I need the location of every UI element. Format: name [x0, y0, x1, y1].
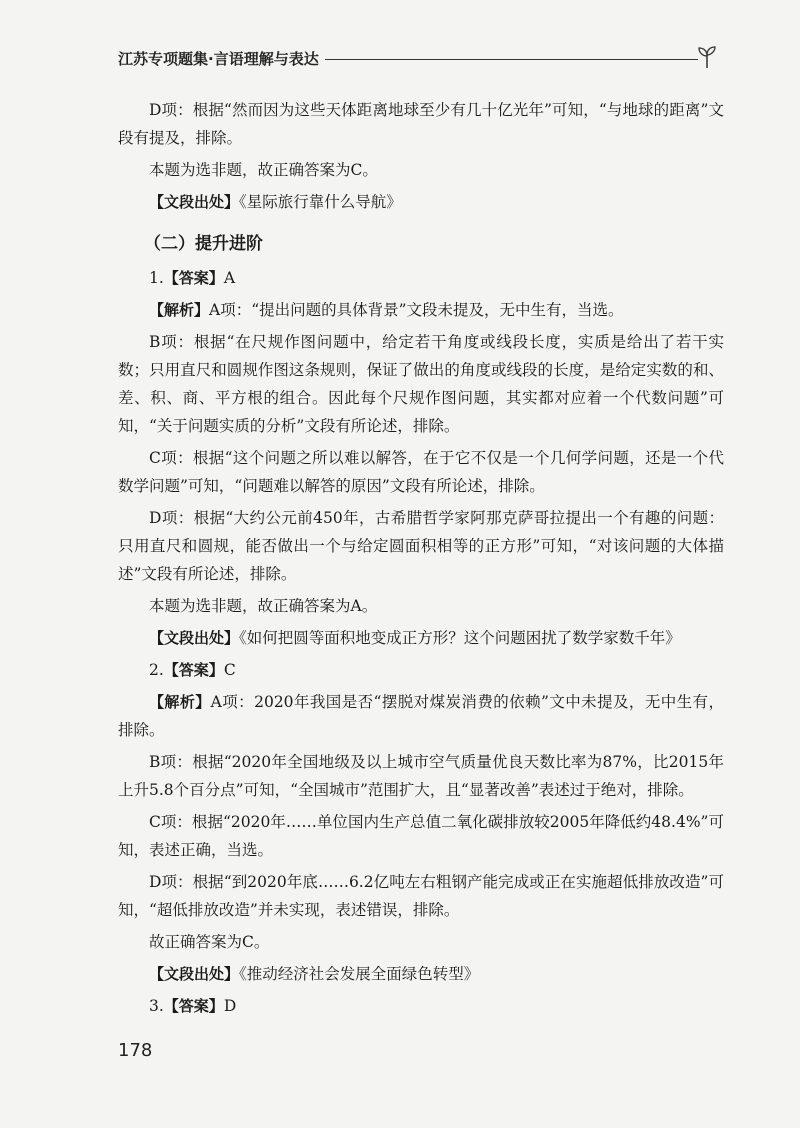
- paragraph: [118, 328, 724, 440]
- paragraph-text: 本题为选非题，故正确答案为A。: [149, 597, 378, 615]
- label-tag: 【解析】: [149, 693, 211, 711]
- paragraph: [118, 808, 724, 864]
- label-tag: 【文段出处】: [149, 193, 240, 211]
- paragraph-text: 本题为选非题，故正确答案为C。: [149, 161, 378, 179]
- page-number: 178: [118, 1040, 153, 1061]
- label-tag: 【答案】: [163, 661, 224, 679]
- paragraph-text: 《星际旅行靠什么导航》: [239, 193, 402, 211]
- label-tag: 【答案】: [163, 997, 224, 1015]
- paragraph: [118, 748, 724, 804]
- section-heading: （二）提升进阶: [144, 234, 263, 254]
- paragraph: [118, 592, 724, 620]
- question-answer-line: [118, 264, 724, 292]
- paragraph: [118, 928, 724, 956]
- paragraph-text: B项：根据“2020年全国地级及以上城市空气质量优良天数比率为87%，比2015年上升5.8个百分点”可知，“全国城市”范围扩大，且“显著改善”表述过于绝对，排除。: [118, 753, 724, 799]
- label-tag: 【文段出处】: [149, 629, 240, 647]
- paragraph: [118, 624, 724, 652]
- paragraph: [118, 688, 724, 744]
- paragraph-text: B项：根据“在尺规作图问题中，给定若干角度或线段长度，实质是给出了若干实数；只用直尺和圆规作图这条规则，保证了做出的角度或线段的长度，是给定实数的和、差、积、商、平方根的组合。因此每个尺规作图问题，其实都对应着一个代数问题”可知，“关于问题实质的分析”文段有所论述，排除。: [118, 333, 724, 435]
- paragraph-text: D: [223, 997, 237, 1015]
- question-number: 1.: [149, 269, 164, 287]
- paragraph-text: C项：根据“这个问题之所以难以解答，在于它不仅是一个几何学问题，还是一个代数学问题”可知，“问题难以解答的原因”文段有所论述，排除。: [118, 449, 724, 495]
- paragraph: [118, 960, 724, 988]
- label-tag: 【文段出处】: [149, 965, 240, 983]
- paragraph: [118, 296, 724, 324]
- page-content: [118, 96, 724, 1024]
- paragraph: [118, 444, 724, 500]
- paragraph: [118, 868, 724, 924]
- page-header: [118, 44, 728, 74]
- paragraph-text: 《如何把圆等面积地变成正方形？这个问题困扰了数学家数千年》: [239, 629, 681, 647]
- paragraph: [118, 188, 724, 216]
- question-answer-line: [118, 656, 724, 684]
- header-title: 江苏专项题集·言语理解与表达: [118, 48, 325, 69]
- question-number: 2.: [149, 661, 164, 679]
- paragraph-text: C项：根据“2020年……单位国内生产总值二氧化碳排放较2005年降低约48.4%”可知，表述正确，当选。: [118, 813, 724, 859]
- paragraph-text: D项：根据“然而因为这些天体距离地球至少有几十亿光年”可知，“与地球的距离”文段有提及，排除。: [118, 101, 724, 147]
- paragraph-text: 《推动经济社会发展全面绿色转型》: [239, 965, 480, 983]
- label-tag: 【答案】: [163, 269, 224, 287]
- question-number: 3.: [149, 997, 164, 1015]
- paragraph-text: D项：根据“到2020年底……6.2亿吨左右粗钢产能完成或正在实施超低排放改造”可知，“超低排放改造”并未实现，表述错误，排除。: [118, 873, 724, 919]
- leaf-sprout-icon: [694, 44, 720, 70]
- question-answer-line: [118, 992, 724, 1020]
- paragraph-text: C: [223, 661, 236, 679]
- paragraph-text: A: [223, 269, 236, 287]
- paragraph-text: A项：2020年我国是否“摆脱对煤炭消费的依赖”文中未提及，无中生有，排除。: [118, 693, 724, 739]
- label-tag: 【解析】: [149, 301, 210, 319]
- paragraph: [118, 156, 724, 184]
- paragraph-text: D项：根据“大约公元前450年，古希腊哲学家阿那克萨哥拉提出一个有趣的问题：只用直尺和圆规，能否做出一个与给定圆面积相等的正方形”可知，“对该问题的大体描述”文段有所论述，排除。: [118, 509, 724, 583]
- paragraph-text: A项：“提出问题的具体背景”文段未提及，无中生有，当选。: [209, 301, 624, 319]
- paragraph: [118, 504, 724, 588]
- paragraph-text: 故正确答案为C。: [149, 933, 270, 951]
- paragraph: [118, 96, 724, 152]
